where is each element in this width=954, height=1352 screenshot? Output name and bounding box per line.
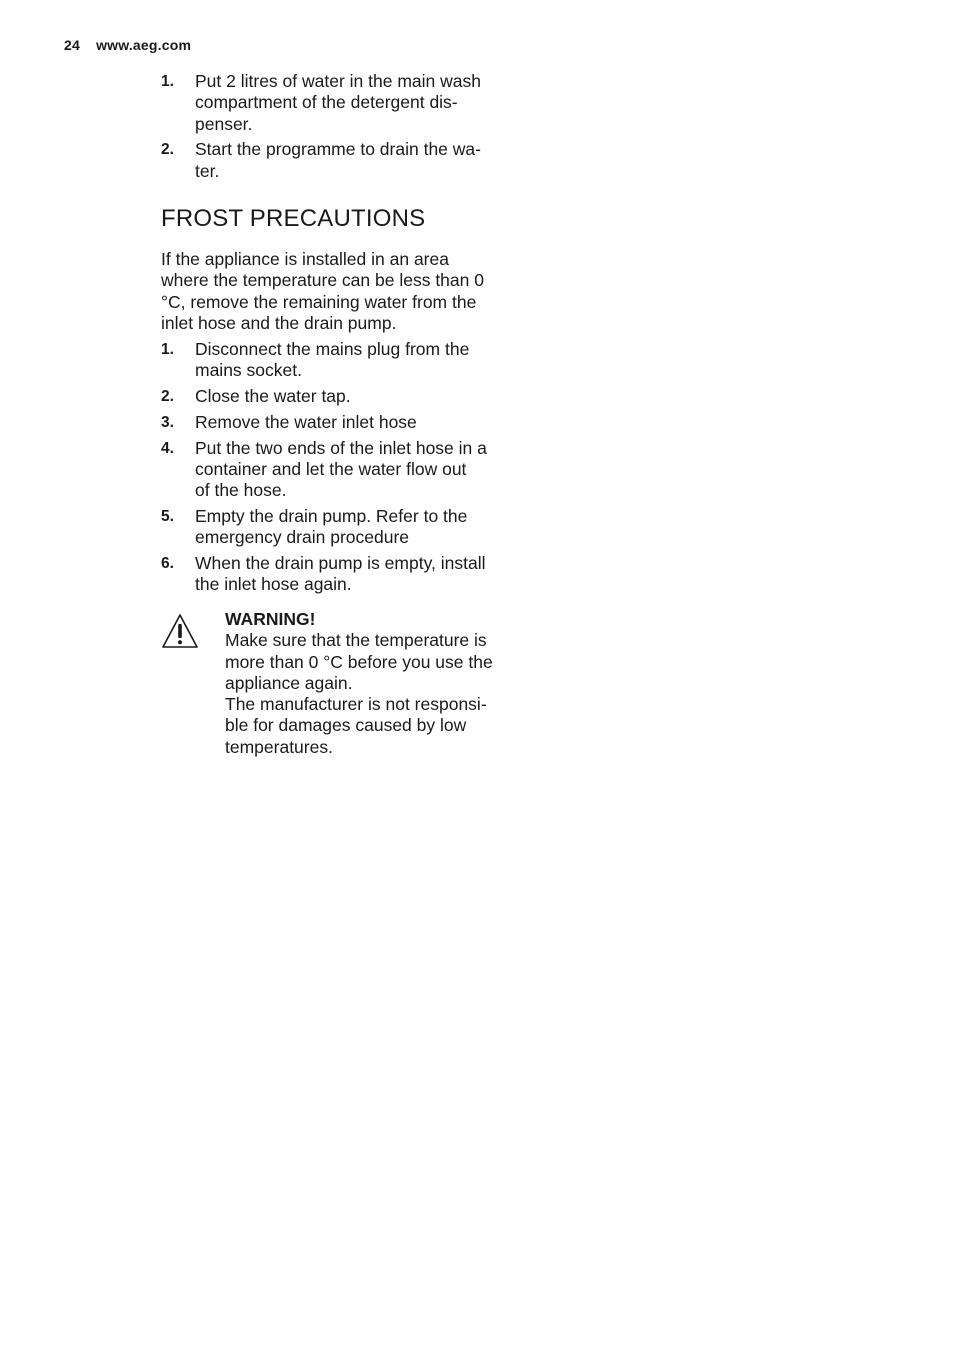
step-number: 2. <box>161 388 174 406</box>
step-text: Empty the drain pump. Refer to the emergency drain procedure <box>195 506 468 548</box>
section-title: FROST PRECAUTIONS <box>161 205 426 232</box>
step-text: Remove the water inlet hose <box>195 411 417 432</box>
list-item <box>161 412 521 433</box>
step-number: 1. <box>161 73 174 90</box>
warning-title: WARNING! <box>225 609 316 629</box>
warning-text: Make sure that the temperature is more than 0 °C before you use the appliance again. The manufacturer is not responsi- ble for damages caused by low temperatures. <box>225 630 493 757</box>
step-text: When the drain pump is empty, install the inlet hose again. <box>195 553 486 595</box>
page-number: 24 <box>64 37 80 53</box>
list-item <box>161 506 521 549</box>
step-text: Start the programme to drain the wa- ter. <box>195 139 481 181</box>
list-item <box>161 71 521 135</box>
step-number: 2. <box>161 141 174 159</box>
page-header <box>64 37 191 53</box>
drain-steps-list <box>161 71 521 186</box>
list-item <box>161 339 521 382</box>
step-text: Disconnect the mains plug from the mains socket. <box>195 339 470 381</box>
list-item <box>161 553 521 596</box>
warning-triangle-icon <box>161 613 199 649</box>
frost-steps-list <box>161 339 521 600</box>
section-intro: If the appliance is installed in an area where the temperature can be less than 0 °C, remove the remaining water from the inlet hose and the drain pump. <box>161 249 484 333</box>
step-number: 4. <box>161 439 174 457</box>
step-text: Put 2 litres of water in the main wash compartment of the detergent dis- penser. <box>195 71 481 134</box>
website-url: www.aeg.com <box>96 37 192 53</box>
step-text: Close the water tap. <box>195 386 351 407</box>
list-item <box>161 386 521 407</box>
step-number: 5. <box>161 508 174 526</box>
list-item <box>161 139 521 182</box>
list-item <box>161 438 521 502</box>
step-number: 1. <box>161 341 174 358</box>
step-text: Put the two ends of the inlet hose in a container and let the water flow out of the hose. <box>195 437 487 501</box>
step-number: 6. <box>161 555 174 573</box>
step-number: 3. <box>161 413 174 431</box>
